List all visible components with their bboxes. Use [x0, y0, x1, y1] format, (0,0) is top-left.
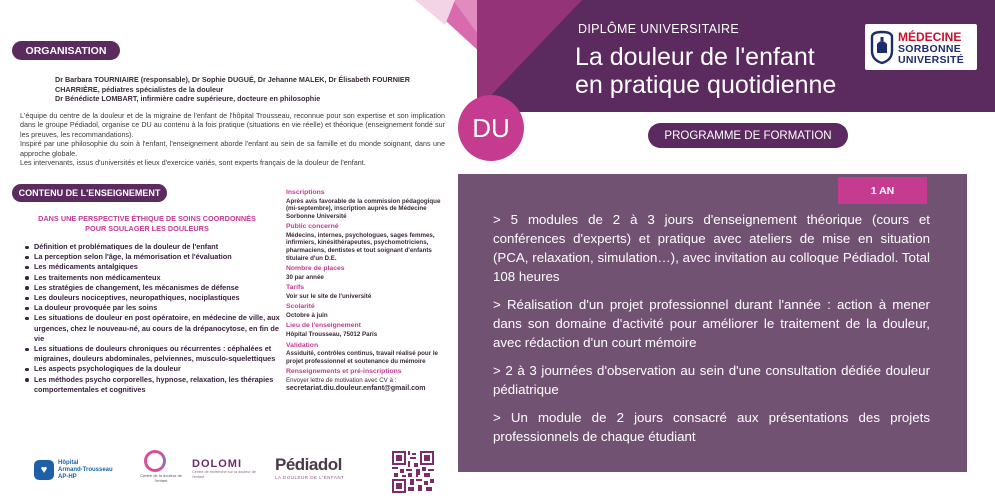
public-value: Médecins, internes, psychologues, sages femmes, infirmiers, kinésithérapeutes, psychomotriciens, pharmaciens, dentistes et tout soignant d'enfants titulaire d'un D.E.	[286, 231, 435, 262]
lieu-value: Hôpital Trousseau, 75012 Paris	[286, 330, 378, 338]
partner-logos	[30, 450, 390, 490]
intro-paragraph-3: Les intervenants, issus d'universités et lieux d'exercice variés, sont experts français de la douleur de l'enfant.	[20, 158, 366, 168]
list-item: Les traitements non médicamenteux	[24, 273, 282, 283]
scolarite-value: Octobre à juin	[286, 311, 328, 319]
programme-item-3: > 2 à 3 journées d'observation au sein d'une consultation dédiée douleur pédiatrique	[493, 363, 930, 397]
dolomi-logo	[192, 458, 262, 486]
hospital-heart-icon: ♥	[34, 460, 54, 480]
lieu-label: Lieu de l'enseignement	[286, 322, 361, 330]
renseignements-label: Renseignements et pré-inscriptions	[286, 368, 402, 376]
organisation-label: ORGANISATION	[12, 41, 120, 60]
list-item: La perception selon l'âge, la mémorisation et l'évaluation	[24, 252, 282, 262]
programme-item-1: > 5 modules de 2 à 3 jours d'enseignement théorique (cours et conférences d'experts) et pratique avec ateliers de mise en situation (PCA, relaxation, simulation…), avec invitation au colloque Pédiadol. Total 108 heures	[493, 212, 930, 284]
list-item: Les aspects psychologiques de la douleur	[24, 364, 282, 374]
title-line-1: La douleur de l'enfant	[575, 43, 815, 71]
dolomi-subtitle: Centre de recherche sur la douleur de l'enfant	[192, 470, 256, 479]
topics-list	[24, 242, 282, 395]
programme-items	[493, 210, 930, 455]
swirl-icon	[144, 450, 166, 472]
validation-value: Assiduité, contrôles continus, travail réalisé pour le projet professionnel et soutenance du mémoire	[286, 350, 438, 365]
programme-label: PROGRAMME DE FORMATION	[648, 123, 848, 148]
list-item: Les situations de douleur en post opératoire, en médecine de ville, aux urgences, chez le nouveau-né, au cours de la drépanocytose, en fin de vie	[24, 313, 282, 344]
medecine-sorbonne-logo	[865, 24, 977, 70]
pediadol-name: Pédiadol	[275, 455, 342, 474]
duration-badge: 1 AN	[838, 177, 927, 204]
diplome-label: DIPLÔME UNIVERSITAIRE	[578, 22, 739, 36]
perspective-heading	[22, 214, 272, 233]
list-item: Les méthodes psycho corporelles, hypnose, relaxation, les thérapies comportementales et cognitives	[24, 375, 282, 395]
authors	[55, 75, 455, 104]
places-label: Nombre de places	[286, 265, 345, 273]
pediadol-subtitle: LA DOULEUR DE L'ENFANT	[275, 475, 345, 480]
list-item: Les douleurs nociceptives, neuropathiques, nociplastiques	[24, 293, 282, 303]
info-column	[286, 186, 448, 393]
authors-line-3: Dr Bénédicte LOMBART, infirmière cadre supérieure, docteure en philosophie	[55, 94, 321, 103]
du-badge: DU	[458, 95, 524, 161]
programme-item-4: > Un module de 2 jours consacré aux présentations des projets professionnels de chaque étudiant	[493, 410, 930, 444]
hopital-line-3: AP-HP	[58, 474, 77, 480]
pediadol-logo	[275, 455, 360, 485]
intro-paragraph-1: L'équipe du centre de la douleur et de la migraine de l'enfant de l'hôpital Trousseau, reconnue pour son expertise et son implication dans le groupe Pédiadol, organise ce DU au contenu à la fois pratique (situations en vie réelle) et théorique (enseignement fondé sur les preuves, les recommandations).	[20, 111, 445, 139]
intro-paragraph-2: Inspiré par une philosophie du soin à l'enfant, l'enseignement aborde l'enfant au sein de sa famille et du monde soignant, dans une approche globale.	[20, 139, 445, 158]
hopital-line-2: Armand-Trousseau	[58, 467, 113, 473]
list-item: La douleur provoquée par les soins	[24, 303, 282, 313]
hopital-trousseau-logo	[30, 456, 125, 486]
tarifs-value: Voir sur le site de l'université	[286, 292, 372, 300]
perspective-line-2: POUR SOULAGER LES DOULEURS	[85, 223, 209, 233]
msu-line-3: UNIVERSITÉ	[898, 54, 965, 66]
authors-line-1: Dr Barbara TOURNIAIRE (responsable), Dr Sophie DUGUÉ, Dr Jehanne MALEK, Dr Élisabeth FOURNIER	[55, 75, 410, 84]
authors-line-2: CHARRIÈRE, pédiatres spécialistes de la douleur	[55, 84, 224, 94]
validation-label: Validation	[286, 341, 319, 349]
places-value: 30 par année	[286, 273, 324, 281]
title-line-2: en pratique quotidienne	[575, 71, 837, 99]
centre-douleur-logo	[136, 450, 186, 488]
inscriptions-label: Inscriptions	[286, 189, 325, 196]
content-label: CONTENU DE L'ENSEIGNEMENT	[12, 184, 167, 202]
list-item: Les médicaments antalgiques	[24, 262, 282, 272]
list-item: Les stratégies de changement, les mécanismes de défense	[24, 283, 282, 293]
programme-item-2: > Réalisation d'un projet professionnel durant l'année : action à mener dans son domaine d'activité pour améliorer le traitement de la douleur, avec rédaction d'un court mémoire	[493, 297, 930, 350]
tarifs-label: Tarifs	[286, 284, 305, 292]
perspective-line-1: DANS UNE PERSPECTIVE ÉTHIQUE DE SOINS COORDONNÉS	[38, 214, 256, 223]
msu-line-2: SORBONNE	[898, 43, 962, 55]
list-item: Définition et problématiques de la douleur de l'enfant	[24, 242, 282, 252]
qr-code-icon[interactable]	[392, 451, 434, 493]
dolomi-name: DOLOMI	[192, 458, 242, 470]
intro-text	[20, 111, 445, 167]
scolarite-label: Scolarité	[286, 303, 315, 311]
renseignements-value: Envoyer lettre de motivation avec CV à :	[286, 376, 397, 384]
hopital-line-1: Hôpital	[58, 460, 79, 466]
page-title	[575, 43, 836, 99]
public-label: Public concerné	[286, 223, 339, 231]
msu-line-1: MÉDECINE	[898, 30, 962, 44]
list-item: Les situations de douleurs chroniques ou récurrentes : céphalées et migraines, douleurs abdominales, pelviennes, musculo-squelettiques	[24, 344, 282, 364]
centre-text: Centre de la douleur de l'enfant	[140, 473, 182, 483]
sorbonne-dome-icon	[869, 29, 895, 65]
inscriptions-value: Après avis favorable de la commission pédagogique (mi-septembre), inscription auprès de Médecine Sorbonne Université	[286, 197, 441, 220]
decorative-triangle-light	[415, 0, 455, 30]
contact-email[interactable]: secretariat.diu.douleur.enfant@gmail.com	[286, 385, 426, 393]
